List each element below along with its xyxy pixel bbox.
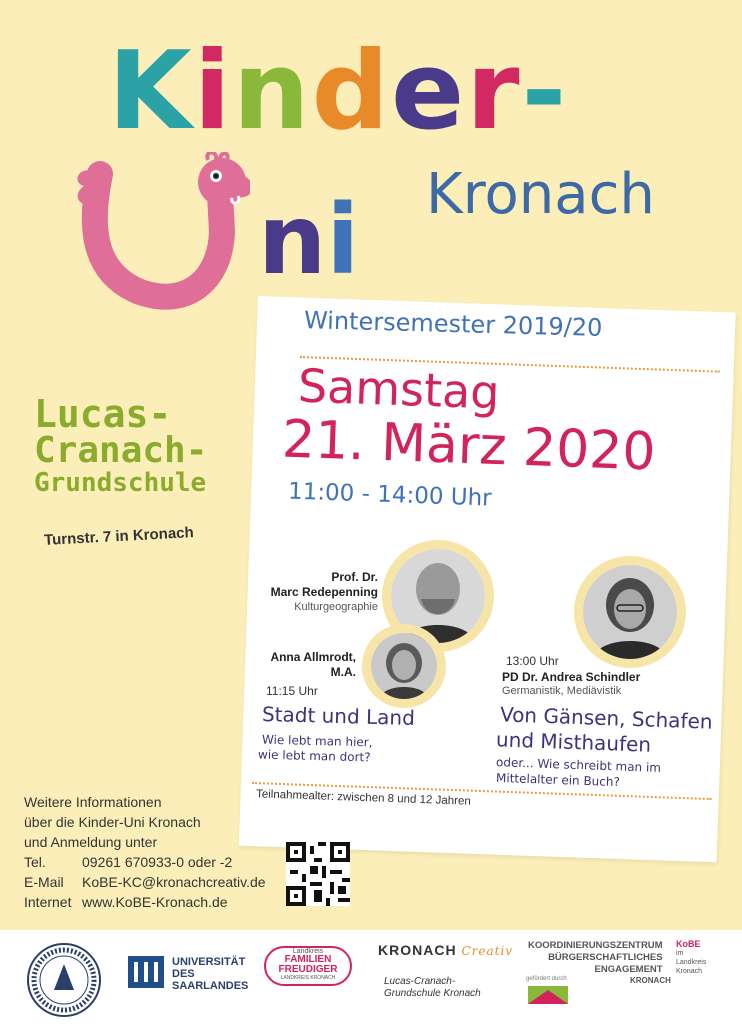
talk-two-title2: und Misthaufen xyxy=(495,727,652,757)
kronach-creativ-logo xyxy=(378,942,513,958)
kinder-letter: r xyxy=(466,29,522,154)
email-value[interactable]: KoBE-KC@kronachcreativ.de xyxy=(82,874,266,890)
uni-ni-letters xyxy=(258,184,359,296)
speaker-degree: M.A. xyxy=(330,665,356,679)
talk-one-time: 11:15 Uhr xyxy=(266,684,318,698)
web-label: Internet xyxy=(24,894,72,910)
kinder-letter: n xyxy=(232,29,312,154)
kobe-logo xyxy=(528,940,663,976)
talk-one-title: Stadt und Land xyxy=(261,702,416,730)
logo-text-line: im xyxy=(676,950,684,957)
email-label: E-Mail xyxy=(24,874,64,890)
funding-badge xyxy=(528,986,568,1009)
logo-text-line: BÜRGERSCHAFTLICHES xyxy=(548,952,663,963)
logo-text-line: KOORDINIERUNGSZENTRUM xyxy=(528,940,663,951)
logo-text-line: FAMILIEN xyxy=(284,954,332,965)
talk-two-sub2: Mittelalter ein Buch? xyxy=(495,770,621,790)
info-line: Weitere Informationen xyxy=(24,794,162,810)
logo-text-line: KoBE xyxy=(676,939,701,949)
logo-text-line: Creativ xyxy=(461,944,514,958)
bamberg-university-seal xyxy=(26,942,102,1023)
info-line: und Anmeldung unter xyxy=(24,834,158,850)
speaker-field: Germanistik, Mediävistik xyxy=(502,685,622,697)
speaker-field: Kulturgeographie xyxy=(294,601,378,613)
speaker-name: Marc Redepenning xyxy=(270,585,378,599)
logo-text-line: Grundschule Kronach xyxy=(384,988,481,999)
event-day: Samstag xyxy=(297,358,501,420)
speaker-redepenning-info xyxy=(260,570,378,615)
event-date: 21. März 2020 xyxy=(281,409,657,483)
logo-text-line: Landkreis xyxy=(292,948,324,955)
talk-two-time: 13:00 Uhr xyxy=(506,654,559,668)
logo-text-line: KRONACH xyxy=(378,942,457,958)
uni-u-bird-logo xyxy=(70,152,250,317)
logo-text-line: Landkreis xyxy=(676,959,707,966)
logo-text-line: UNIVERSITÄT xyxy=(172,956,246,968)
kinder-letter: d xyxy=(311,29,391,154)
kinder-title xyxy=(108,29,569,154)
logo-text-line: SAARLANDES xyxy=(172,980,249,992)
school-name-line1: Lucas- xyxy=(34,392,172,436)
logo-text-line: DES xyxy=(172,968,195,980)
talk-one-sub2: wie lebt man dort? xyxy=(257,747,371,765)
kinder-letter: - xyxy=(521,29,569,154)
contact-info xyxy=(24,792,266,912)
speaker-allmrodt-info xyxy=(260,650,356,680)
logo-text-line: FREUDIGER xyxy=(278,964,338,975)
kobe-kronach-text: KRONACH xyxy=(630,976,671,985)
saarland-logo-text xyxy=(172,956,248,992)
qr-code[interactable] xyxy=(286,842,350,906)
logo-text-line: ENGAGEMENT xyxy=(594,964,663,975)
semester-label: Wintersemester 2019/20 xyxy=(303,306,603,342)
uni-letter: i xyxy=(326,184,360,296)
school-name-line2: Cranach- xyxy=(34,430,208,471)
logo-text-line: Lucas-Cranach- xyxy=(384,976,456,987)
photo-schindler xyxy=(574,556,686,668)
kinder-letter: i xyxy=(193,29,233,154)
lucas-cranach-school-logo xyxy=(384,976,481,1000)
logo-text-line: LANDKREIS KRONACH xyxy=(280,975,336,981)
kobe-mark xyxy=(676,940,706,976)
talk-two-sub1: oder... Wie schreibt man im xyxy=(495,755,662,775)
event-time: 11:00 - 14:00 Uhr xyxy=(287,478,493,512)
photo-allmrodt xyxy=(362,624,446,708)
uni-letter: n xyxy=(258,184,327,296)
speaker-title: Prof. Dr. xyxy=(331,570,378,584)
talk-two-title1: Von Gänsen, Schafen xyxy=(499,702,713,734)
logo-text-line: Kronach xyxy=(676,968,703,975)
kinder-letter: K xyxy=(108,29,194,154)
school-name-line3: Grundschule xyxy=(34,468,207,498)
tel-label: Tel. xyxy=(24,854,46,870)
kinder-letter: e xyxy=(390,29,467,154)
age-range: Teilnahmealter: zwischen 8 und 12 Jahren xyxy=(255,788,471,808)
funded-by-text: gefördert durch xyxy=(526,976,567,982)
tel-value: 09261 670933-0 oder -2 xyxy=(82,854,233,870)
info-line: über die Kinder-Uni Kronach xyxy=(24,814,201,830)
talk-one-sub1: Wie lebt man hier, xyxy=(261,732,373,750)
saarland-university-logo xyxy=(126,950,166,995)
web-value[interactable]: www.KoBE-Kronach.de xyxy=(82,894,228,910)
familien-freudiger-logo xyxy=(264,946,352,986)
speaker-name: PD Dr. Andrea Schindler xyxy=(502,670,641,684)
school-address: Turnstr. 7 in Kronach xyxy=(43,524,195,549)
speaker-schindler-info xyxy=(502,670,640,698)
speaker-name: Anna Allmrodt, xyxy=(270,650,356,664)
kronach-title: Kronach xyxy=(426,162,655,227)
